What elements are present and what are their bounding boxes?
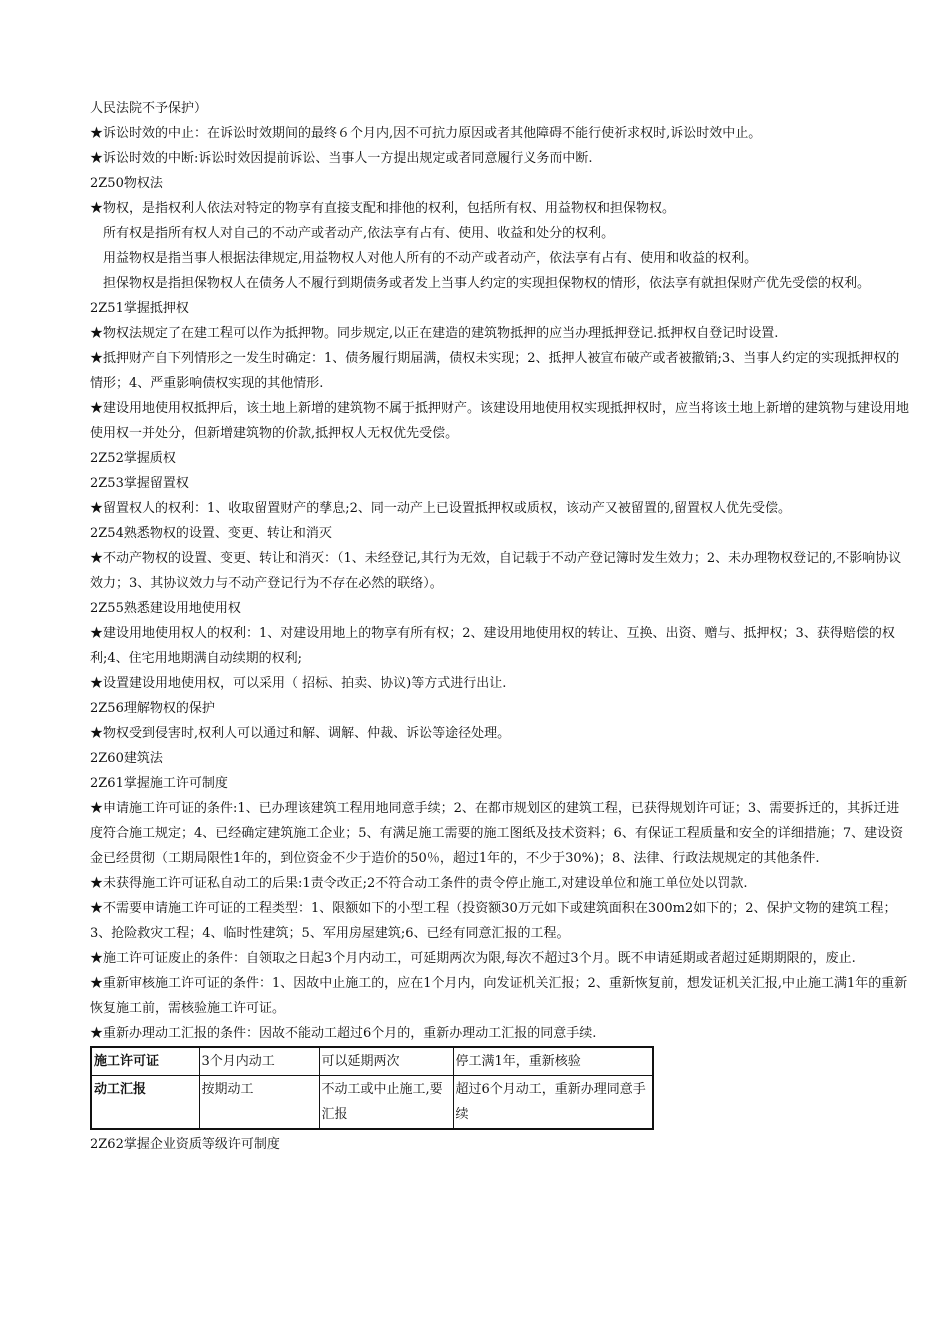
section-heading: 2Z62掌握企业资质等级许可制度 xyxy=(90,1137,280,1152)
paragraph: ★诉讼时效的中断:诉讼时效因提前诉讼、当事人一方提出规定或者同意履行义务而中断. xyxy=(90,151,593,166)
table-row xyxy=(91,1047,653,1076)
table-cell: 3个月内动工 xyxy=(199,1047,319,1076)
paragraph: ★不动产物权的设置、变更、转让和消灭：（1、未经登记,其行为无效，自记载于不动产登记簿时发生效力；2、未办理物权登记的,不影响协议效力；3、其协议效力与不动产登记行为不存在必然的联络）。 xyxy=(90,551,902,591)
permit-comparison-table xyxy=(90,1046,654,1130)
paragraph: 人民法院不予保护） xyxy=(90,101,208,116)
table-row xyxy=(91,1076,653,1130)
paragraph: ★不需要申请施工许可证的工程类型：1、限额如下的小型工程（投资额30万元如下或建筑面积在300m2如下的；2、保护文物的建筑工程；3、抢险救灾工程；4、临时性建筑；5、军用房屋建筑;6、已经有同意汇报的工程。 xyxy=(90,901,897,941)
section-heading: 2Z52掌握质权 xyxy=(90,451,176,466)
paragraph: 用益物权是指当事人根据法律规定,用益物权人对他人所有的不动产或者动产，依法享有占有、使用和收益的权利。 xyxy=(103,251,758,266)
table-cell: 施工许可证 xyxy=(91,1047,199,1076)
section-heading: 2Z55熟悉建设用地使用权 xyxy=(90,601,241,616)
paragraph: ★重新审核施工许可证的条件：1、因故中止施工的，应在1个月内，向发证机关汇报；2、重新恢复前，想发证机关汇报,中止施工满1年的重新恢复施工前，需核验施工许可证。 xyxy=(90,976,908,1016)
section-heading: 2Z61掌握施工许可制度 xyxy=(90,776,228,791)
paragraph: ★设置建设用地使用权，可以采用（ 招标、拍卖、协议)等方式进行出让. xyxy=(90,676,507,691)
section-heading: 2Z53掌握留置权 xyxy=(90,476,189,491)
paragraph: 所有权是指所有权人对自己的不动产或者动产,依法享有占有、使用、收益和处分的权利。 xyxy=(103,226,615,241)
paragraph: ★施工许可证废止的条件：自领取之日起3个月内动工，可延期两次为限,每次不超过3个月。既不申请延期或者超过延期期限的，废止. xyxy=(90,951,856,966)
paragraph: ★申请施工许可证的条件:1、已办理该建筑工程用地同意手续；2、在都市规划区的建筑工程，已获得规划许可证；3、需要拆迁的，其拆迁进度符合施工规定；4、已经确定建筑施工企业；5、有满足施工需要的施工图纸及技术资料；6、有保证工程质量和安全的详细措施；7、建设资金已经贯彻（工期局限性1年的，到位资金不少于造价的50％，超过1年的，不少于30%)；8、法律、行政法规规定的其他条件. xyxy=(90,801,904,866)
table-cell: 超过6个月动工，重新办理同意手续 xyxy=(453,1076,653,1130)
section-heading: 2Z51掌握抵押权 xyxy=(90,301,189,316)
paragraph: ★重新办理动工汇报的条件：因故不能动工超过6个月的，重新办理动工汇报的同意手续. xyxy=(90,1026,597,1041)
section-heading: 2Z60建筑法 xyxy=(90,751,163,766)
paragraph: ★留置权人的权利：1、收取留置财产的孳息;2、同一动产上已设置抵押权或质权，该动产又被留置的,留置权人优先受偿。 xyxy=(90,501,792,516)
paragraph: ★抵押财产自下列情形之一发生时确定：1、债务履行期届满，债权未实现；2、抵押人被宣布破产或者被撤销;3、当事人约定的实现抵押权的情形；4、严重影响债权实现的其他情形. xyxy=(90,351,900,391)
paragraph: ★建设用地使用权人的权利：1、对建设用地上的物享有所有权；2、建设用地使用权的转让、互换、出资、赠与、抵押权；3、获得赔偿的权利;4、住宅用地期满自动续期的权利; xyxy=(90,626,895,666)
section-heading: 2Z50物权法 xyxy=(90,176,163,191)
table-cell: 不动工或中止施工,要汇报 xyxy=(319,1076,453,1130)
section-heading: 2Z56理解物权的保护 xyxy=(90,701,215,716)
paragraph-list xyxy=(90,96,910,1046)
section-heading: 2Z54熟悉物权的设置、变更、转让和消灭 xyxy=(90,526,332,541)
paragraph: ★物权，是指权利人依法对特定的物享有直接支配和排他的权利，包括所有权、用益物权和担保物权。 xyxy=(90,201,676,216)
table-cell: 按期动工 xyxy=(199,1076,319,1130)
table-cell: 动工汇报 xyxy=(91,1076,199,1130)
table-cell: 可以延期两次 xyxy=(319,1047,453,1076)
paragraph: 担保物权是指担保物权人在债务人不履行到期债务或者发上当事人约定的实现担保物权的情形，依法享有就担保财产优先受偿的权利。 xyxy=(103,276,871,291)
paragraph: ★诉讼时效的中止：在诉讼时效期间的最终６个月内,因不可抗力原因或者其他障碍不能行使祈求权时,诉讼时效中止。 xyxy=(90,126,762,141)
paragraph: ★未获得施工许可证私自动工的后果:1责令改正;2不符合动工条件的责令停止施工,对建设单位和施工单位处以罚款. xyxy=(90,876,748,891)
paragraph: ★建设用地使用权抵押后，该土地上新增的建筑物不属于抵押财产。该建设用地使用权实现抵押权时，应当将该土地上新增的建筑物与建设用地使用权一并处分，但新增建筑物的价款,抵押权人无权优先受偿。 xyxy=(90,401,910,441)
table-cell: 停工满1年，重新核验 xyxy=(453,1047,653,1076)
paragraph: ★物权法规定了在建工程可以作为抵押物。同步规定,以正在建造的建筑物抵押的应当办理抵押登记.抵押权自登记时设置. xyxy=(90,326,779,341)
paragraph: ★物权受到侵害时,权利人可以通过和解、调解、仲裁、诉讼等途径处理。 xyxy=(90,726,511,741)
document-page xyxy=(90,96,910,1157)
